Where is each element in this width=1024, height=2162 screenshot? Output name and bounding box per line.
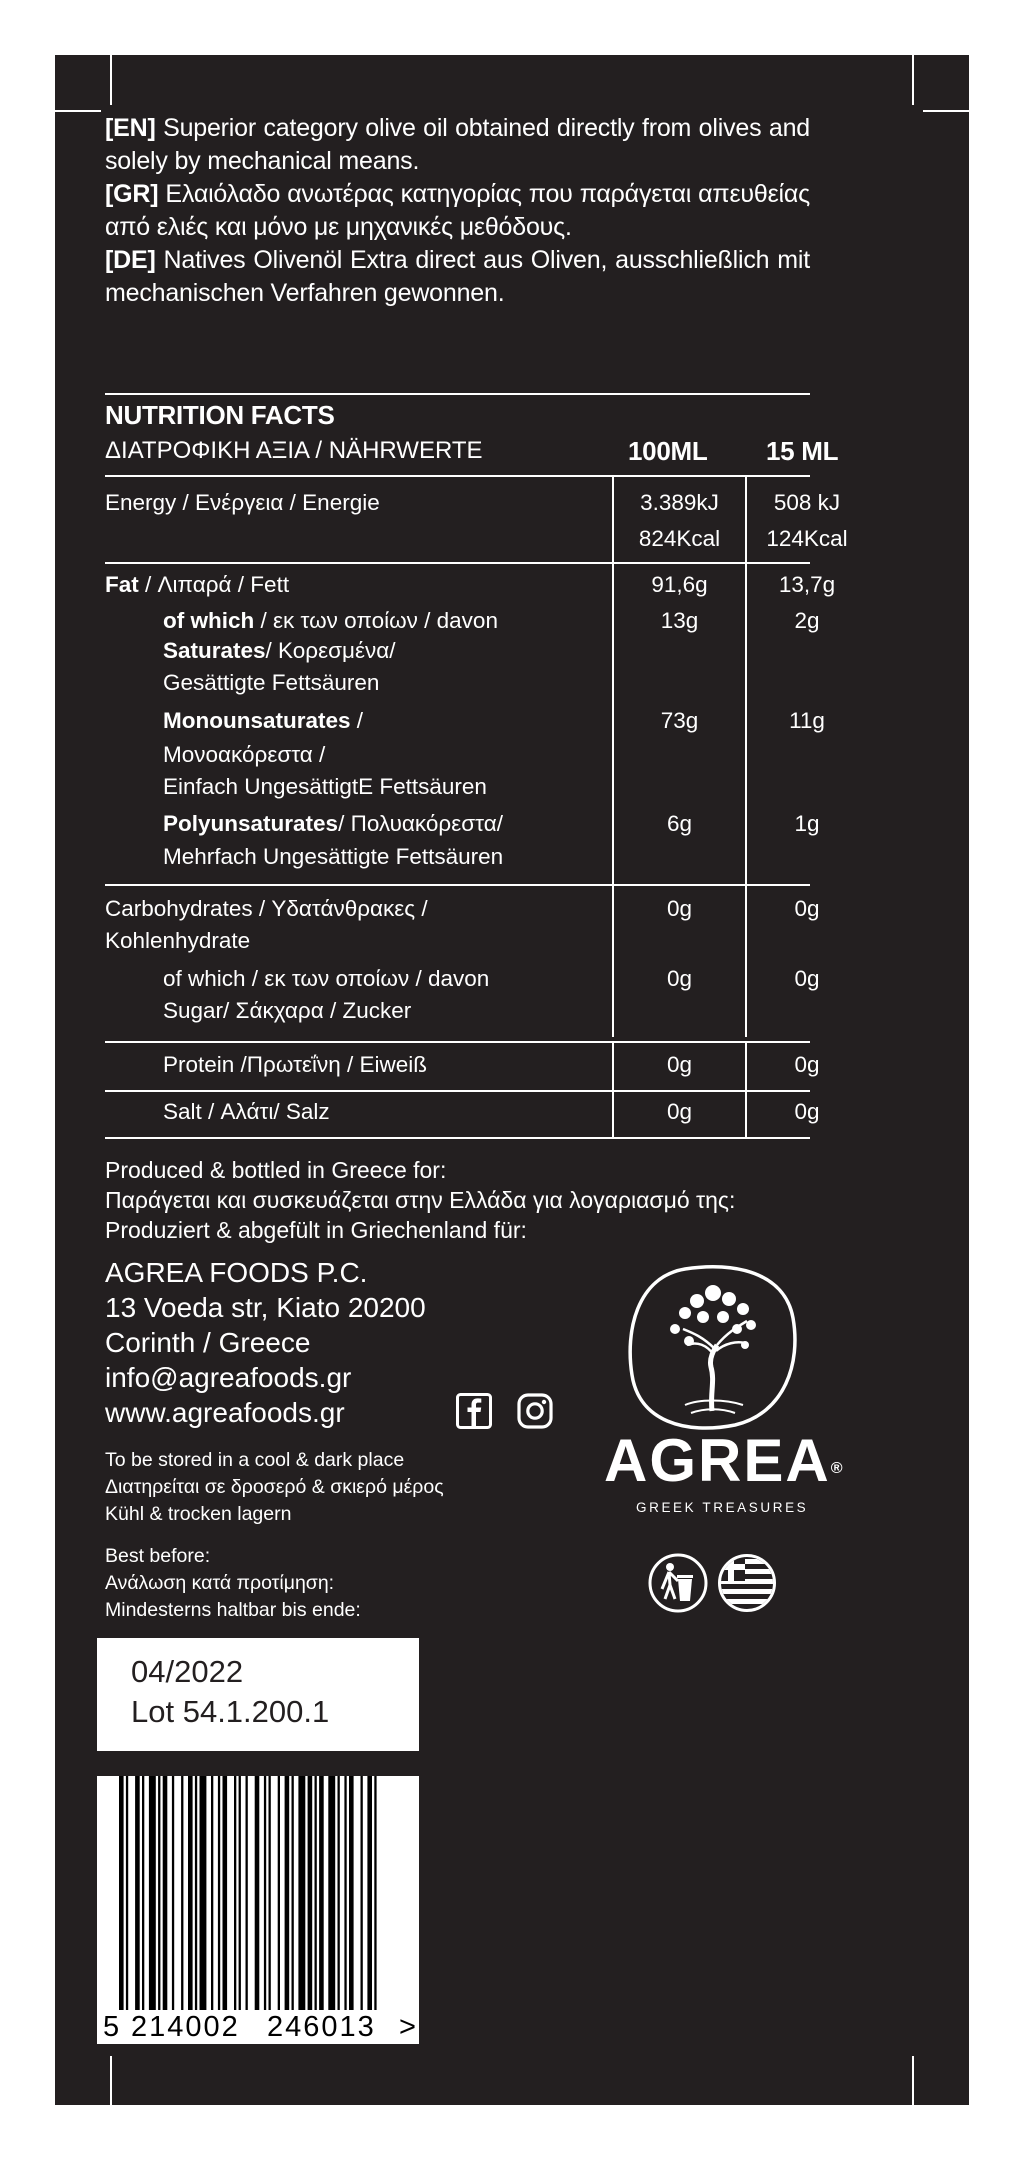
barcode-bar [142, 1776, 144, 2010]
carb-line1: Carbohydrates / Υδατάνθρακες / [105, 896, 428, 921]
barcode-bar [172, 1776, 174, 2010]
company-name: AGREA FOODS P.C. [105, 1257, 368, 1288]
facebook-icon[interactable] [456, 1393, 492, 1429]
rule-after-fat [105, 884, 810, 886]
carb-line2: Kohlenhydrate [105, 928, 251, 953]
barcode [97, 1776, 419, 2044]
storage-line1: To be stored in a cool & dark place [105, 1449, 405, 1471]
energy-kcal-15: 124Kcal [766, 526, 848, 551]
barcode-bar [278, 1776, 280, 2010]
poly-rest: / Πολυακόρεστα/ [338, 811, 503, 836]
crop-mark-br-v [912, 2056, 914, 2106]
poly-bold: Polyunsaturates [163, 811, 339, 836]
protein-label: Protein /Πρωτεΐνη / Eiweiß [163, 1052, 428, 1077]
barcode-bar [163, 1776, 168, 2010]
barcode-bar [246, 1776, 248, 2010]
barcode-bar [135, 1776, 140, 2010]
produced-line1: Produced & bottled in Greece for: [105, 1157, 447, 1183]
fat-rest: / Λιπαρά / Fett [138, 572, 290, 597]
salt-15: 0g [794, 1099, 820, 1124]
energy-kj-100: 3.389kJ [640, 490, 719, 515]
instagram-icon[interactable] [517, 1393, 553, 1429]
energy-kcal-100: 824Kcal [638, 526, 721, 551]
sat-rest: / Κορεσμένα/ [265, 638, 396, 663]
barcode-bar [119, 1776, 124, 2010]
column-15ml: 15 ML [766, 436, 839, 466]
best-before-line2: Ανάλωση κατά προτίμηση: [105, 1572, 335, 1594]
fat-100: 91,6g [651, 572, 708, 597]
salt-label: Salt / Αλάτι/ Salz [163, 1099, 330, 1124]
registered-mark: ® [830, 1460, 845, 1477]
barcode-first-digit: 5 [103, 2011, 120, 2043]
sat-of-which-rest: / εκ των οποίων / davon [254, 608, 498, 633]
de-text: Natives Olivenöl Extra direct aus Oliven, ausschließlich mit mechanischen Verfahren gewonnen. [105, 246, 810, 307]
storage-line3: Kühl & trocken lagern [105, 1503, 292, 1525]
column-100ml: 100ML [628, 436, 708, 466]
de-tag: [DE] [105, 246, 156, 274]
fat-label [105, 570, 289, 600]
barcode-bars [97, 1776, 419, 2010]
barcode-bar [149, 1776, 156, 2010]
barcode-bar [374, 1776, 376, 2010]
sat-of-which-bold: of which [163, 608, 255, 633]
nutrition-title: NUTRITION FACTS [105, 400, 335, 430]
barcode-bar [181, 1776, 183, 2010]
poly-100: 6g [666, 811, 693, 836]
lot-date: 04/2022 [131, 1654, 244, 1689]
crop-mark-tr-h [923, 110, 969, 112]
company-city: Corinth / Greece [105, 1327, 311, 1358]
produced-line3: Produziert & abgefült in Griechenland für: [105, 1217, 527, 1243]
mono-100: 73g [660, 708, 699, 733]
brand-tagline: GREEK TREASURES [636, 1500, 809, 1515]
barcode-bar [218, 1776, 220, 2010]
barcode-bar [234, 1776, 236, 2010]
rule-after-protein [105, 1090, 810, 1092]
mono-15: 11g [789, 708, 825, 733]
company-email[interactable]: info@agreafoods.gr [105, 1362, 352, 1393]
poly-line1 [163, 809, 503, 839]
barcode-bar [308, 1776, 313, 2010]
table-bottom-rule [105, 1137, 810, 1139]
barcode-bar [255, 1776, 260, 2010]
sugar-100: 0g [666, 966, 693, 991]
salt-100: 0g [666, 1099, 693, 1124]
tidyman-icon [648, 1553, 708, 1613]
brand-name-text: AGREA [604, 1427, 831, 1494]
barcode-bar [328, 1776, 335, 2010]
sat-line2 [163, 636, 396, 666]
barcode-bar [195, 1776, 197, 2010]
sat-15: 2g [794, 608, 820, 633]
barcode-bar [223, 1776, 228, 2010]
lot-number: Lot 54.1.200.1 [131, 1694, 330, 1729]
barcode-bar [361, 1776, 363, 2010]
barcode-bar [292, 1776, 294, 2010]
barcode-left-digits: 214002 [131, 2011, 240, 2043]
greek-flag-icon [717, 1553, 777, 1613]
barcode-bar [126, 1776, 128, 2010]
sat-line3: Gesättigte Fettsäuren [163, 670, 380, 695]
energy-label: Energy / Ενέργεια / Energie [105, 490, 380, 515]
nutrition-subtitle: ΔΙΑΤΡΟΦΙΚΗ ΑΞΙΑ / NÄHRWERTE [105, 437, 483, 464]
mono-bold: Monounsaturates [163, 708, 351, 733]
agrea-tree-logo [625, 1263, 800, 1433]
table-header-rule [105, 475, 810, 477]
rule-after-carb [105, 1041, 810, 1043]
storage-line2: Διατηρείται σε δροσερό & σκιερό μέρος [105, 1476, 444, 1498]
best-before-line3: Mindesterns haltbar bis ende: [105, 1599, 361, 1621]
crop-mark-tr-v [912, 55, 914, 105]
barcode-bar [344, 1776, 346, 2010]
barcode-end-mark: > [399, 2011, 416, 2043]
gr-text: Ελαιόλαδο ανωτέρας κατηγορίας που παράγεται απευθείας από ελιές και μόνο με μηχανικές μεθόδους. [105, 180, 810, 241]
crop-mark-tl-h [55, 110, 101, 112]
barcode-bar [264, 1776, 266, 2010]
sugar-15: 0g [794, 966, 820, 991]
mono-rest: / [350, 708, 364, 733]
produced-line2: Παράγεται και συσκευάζεται στην Ελλάδα για λογαριασμό της: [105, 1187, 736, 1213]
mono-line2: Μονοακόρεστα / [163, 742, 326, 767]
energy-kj-15: 508 kJ [773, 490, 841, 515]
fat-15: 13,7g [778, 572, 836, 597]
column-rule-2 [745, 477, 747, 1037]
brand-name [604, 1426, 844, 1496]
barcode-bar [367, 1776, 372, 2010]
barcode-bar [319, 1776, 324, 2010]
poly-15: 1g [794, 811, 820, 836]
intro-text [105, 112, 810, 310]
barcode-bar [158, 1776, 160, 2010]
barcode-bar [211, 1776, 213, 2010]
best-before-line1: Best before: [105, 1545, 211, 1567]
sugar-line2: Sugar/ Σάκχαρα / Zucker [163, 998, 412, 1023]
mono-line3: Einfach UngesättigtE Fettsäuren [163, 774, 487, 799]
barcode-bar [285, 1776, 290, 2010]
rule-after-energy [105, 562, 810, 564]
barcode-bar [239, 1776, 241, 2010]
sat-100: 13g [660, 608, 699, 633]
crop-mark-tl-v [110, 55, 112, 105]
barcode-digits [97, 2010, 419, 2044]
company-web[interactable]: www.agreafoods.gr [105, 1397, 345, 1428]
barcode-bar [200, 1776, 207, 2010]
mono-line1 [163, 706, 363, 736]
barcode-bar [349, 1776, 354, 2010]
table-top-rule [105, 393, 810, 395]
sugar-line1: of which / εκ των οποίων / davon [163, 966, 490, 991]
carb-100: 0g [666, 896, 693, 921]
company-street: 13 Voeda str, Kiato 20200 [105, 1292, 426, 1323]
column-rule-1 [612, 477, 614, 1037]
lot-box [97, 1638, 419, 1751]
en-tag: [EN] [105, 114, 156, 142]
gr-tag: [GR] [105, 180, 159, 208]
fat-bold: Fat [105, 572, 139, 597]
barcode-bar [269, 1776, 271, 2010]
sat-bold: Saturates [163, 638, 266, 663]
carb-15: 0g [794, 896, 820, 921]
barcode-bar [188, 1776, 193, 2010]
barcode-bar [315, 1776, 317, 2010]
barcode-bar [298, 1776, 305, 2010]
barcode-bar [338, 1776, 340, 2010]
en-text: Superior category olive oil obtained directly from olives and solely by mechanical means. [105, 114, 810, 175]
barcode-right-digits: 246013 [267, 2011, 376, 2043]
protein-100: 0g [666, 1052, 693, 1077]
poly-line2: Mehrfach Ungesättigte Fettsäuren [163, 844, 504, 869]
sat-line1 [163, 606, 498, 636]
crop-mark-bl-v [110, 2056, 112, 2106]
protein-15: 0g [794, 1052, 820, 1077]
